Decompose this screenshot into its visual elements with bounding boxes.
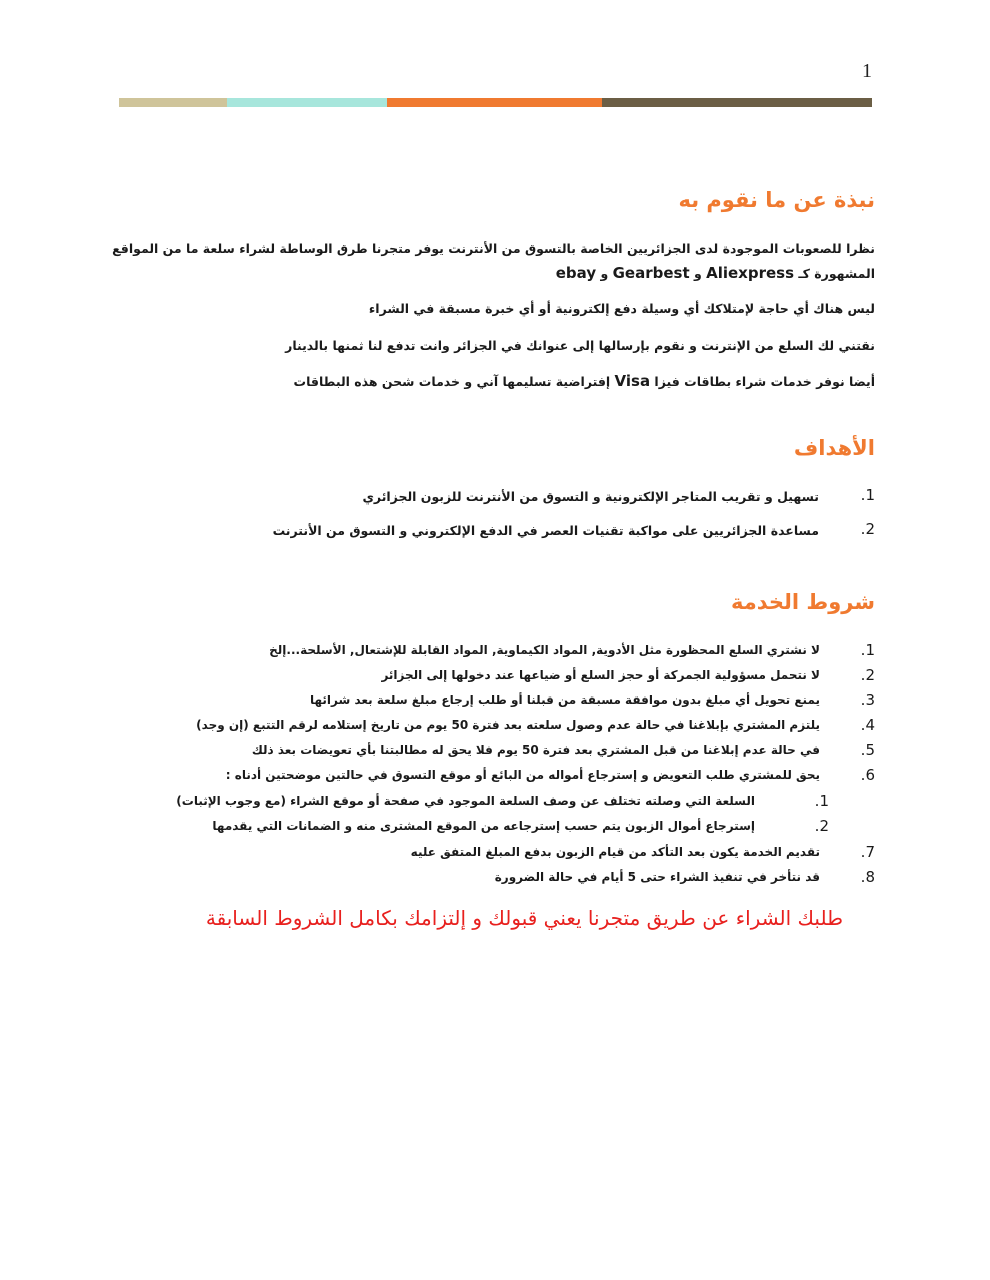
goal-text: تسهيل و تقريب المتاجر الإلكترونية و التسوق من الأنترنت للزبون الجزائري [362, 489, 819, 504]
about-line-5-b: إفتراضية تسليمها آني و خدمات شحن هذه البطاقات [293, 374, 615, 389]
about-line-2-prefix: المشهورة كـ [794, 266, 875, 281]
conjunction: و [596, 266, 613, 281]
term-text: تقديم الخدمة يكون بعد التأكد من قيام الزبون بدفع المبلغ المتفق عليه [410, 845, 820, 859]
term-text: يلتزم المشتري بإبلاغنا في حالة عدم وصول سلعته بعد فترة 50 يوم من تاريخ إستلامه لرقم التتبع (إن وجد) [196, 718, 820, 732]
term-item [155, 716, 875, 741]
term-number: 2. [860, 666, 875, 684]
term-sub-item [155, 817, 875, 842]
term-item [155, 766, 875, 791]
term-text: لا نتحمل مسؤولية الجمركة أو حجز السلع أو ضياعها عند دخولها إلى الجزائر [381, 668, 820, 682]
term-number: 8. [860, 868, 875, 886]
term-number: 3. [860, 691, 875, 709]
term-number: 1. [860, 641, 875, 659]
color-bar-segment [602, 98, 872, 107]
color-bar-segment [227, 98, 387, 107]
site-ebay: ebay [555, 264, 597, 282]
acceptance-notice: طلبك الشراء عن طريق متجرنا يعني قبولك و إلتزامك بكامل الشروط السابقة [205, 906, 843, 930]
term-sub-text: السلعة التي وصلته تختلف عن وصف السلعة الموجود في صفحة أو موقع الشراء (مع وجوب الإثبات) [176, 794, 755, 808]
color-bar-segment [387, 98, 602, 107]
terms-heading: شروط الخدمة [731, 590, 875, 614]
term-text: لا نشتري السلع المحظورة مثل الأدوية, المواد الكيماوية, المواد القابلة للإشتعال, الأسلحة...إلخ [269, 643, 820, 657]
term-sub-number: 2. [814, 817, 829, 835]
term-item [155, 741, 875, 766]
page-number: 1 [862, 60, 872, 82]
goal-item [255, 486, 875, 512]
site-gearbest: Gearbest [612, 264, 690, 282]
visa-text: Visa [614, 372, 651, 390]
term-item [155, 666, 875, 691]
about-line-5 [294, 368, 875, 395]
goal-number: 2. [860, 520, 875, 538]
header-color-bar [119, 98, 872, 107]
about-line-1: نظرا للصعوبات الموجودة لدى الجزائريين الخاصة بالتسوق من الأنترنت يوفر متجرنا طرق الوساطة لشراء سلعة ما من المواقع [112, 241, 875, 256]
color-bar-segment [119, 98, 227, 107]
about-line-5-a: أيضا نوفر خدمات شراء بطاقات فيزا [650, 374, 875, 389]
site-aliexpress: Aliexpress [706, 264, 794, 282]
term-text: يحق للمشتري طلب التعويض و إسترجاع أمواله من البائع أو موقع التسوق في حالتين موضحتين أدناه : [225, 768, 820, 782]
about-line-3: ليس هناك أي حاجة لإمتلاكك أي وسيلة دفع إلكترونية أو أي خبرة مسبقة في الشراء [368, 301, 875, 316]
goals-heading: الأهداف [793, 436, 875, 460]
term-sub-item [155, 792, 875, 817]
term-text: في حالة عدم إبلاغنا من قبل المشتري بعد فترة 50 يوم فلا يحق له مطالبتنا بأي تعويضات بعذ ذلك [251, 743, 820, 757]
term-number: 4. [860, 716, 875, 734]
goal-text: مساعدة الجزائريين على مواكبة تقنيات العصر في الدفع الإلكتروني و التسوق من الأنترنت [272, 523, 819, 538]
term-text: يمنع تحويل أي مبلغ بدون موافقة مسبقة من قبلنا أو طلب إرجاع مبلغ سلعة بعد شرائها [309, 693, 820, 707]
term-item [155, 641, 875, 666]
term-sub-text: إسترجاع أموال الزبون يتم حسب إسترجاعه من الموقع المشترى منه و الضمانات التي يقدمها [212, 819, 755, 833]
goal-number: 1. [860, 486, 875, 504]
term-item [155, 868, 875, 893]
term-number: 6. [860, 766, 875, 784]
term-sub-number: 1. [814, 792, 829, 810]
about-line-2 [556, 260, 875, 287]
about-line-4: نقتني لك السلع من الإنترنت و نقوم بإرسالها إلى عنوانك في الجزائر وانت تدفع لنا ثمنها بالدينار [285, 338, 875, 353]
term-number: 5. [860, 741, 875, 759]
term-item [155, 843, 875, 868]
conjunction: و [689, 266, 707, 281]
goal-item [255, 520, 875, 546]
term-item [155, 691, 875, 716]
about-heading: نبذة عن ما نقوم به [678, 188, 875, 212]
term-number: 7. [860, 843, 875, 861]
term-text: قد نتأخر في تنفيذ الشراء حتى 5 أيام في حالة الضرورة [494, 870, 820, 884]
